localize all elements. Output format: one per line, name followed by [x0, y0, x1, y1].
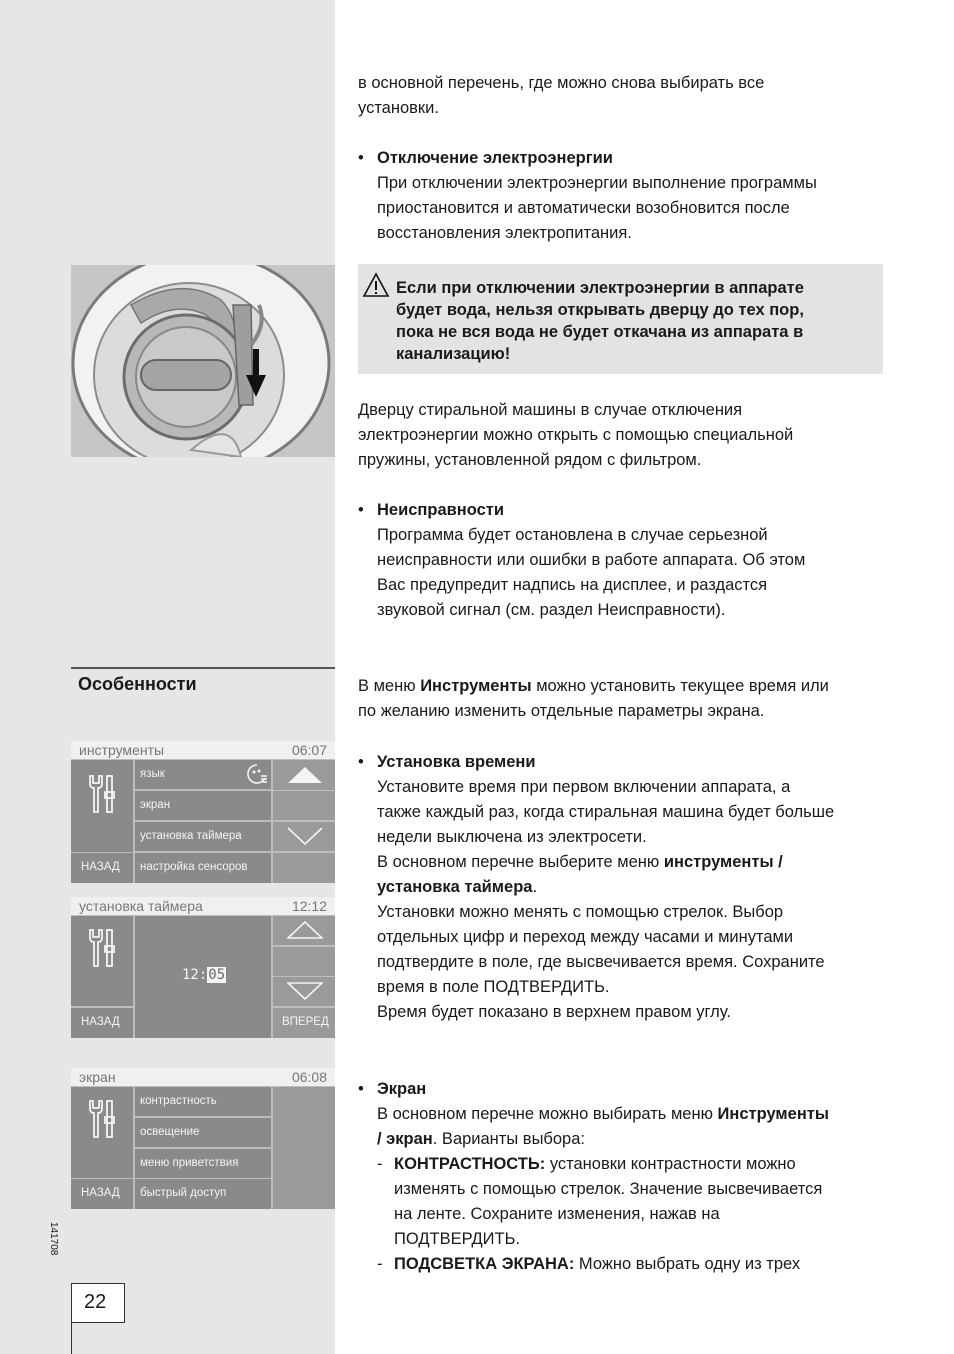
tools-intro-paragraph [358, 674, 888, 724]
text-run: В основном перечне можно выбирать меню [377, 1105, 718, 1123]
text-bold: / экран [377, 1130, 433, 1148]
back-label: НАЗАД [81, 1187, 120, 1199]
menu-item-label: экран [140, 799, 171, 811]
menu-item-screen[interactable] [135, 791, 271, 820]
intro-paragraph [358, 71, 888, 121]
text-line: звуковой сигнал (см. раздел Неисправности). [377, 601, 726, 619]
tools-icon [87, 774, 115, 814]
dash-mark: - [377, 1155, 383, 1173]
side-panel-cell [273, 1087, 335, 1209]
back-button[interactable] [71, 1008, 133, 1038]
menu-item-label: меню приветствия [140, 1157, 239, 1169]
text-line [394, 1252, 887, 1277]
display-tools-menu [71, 741, 335, 883]
document-code-text: 141708 [48, 1222, 59, 1256]
text-line: Установите время при первом включении аппарата, а [377, 778, 791, 796]
arrow-down-icon [287, 982, 323, 1000]
menu-item-label: настройка сенсоров [140, 861, 248, 873]
text-line [377, 1127, 887, 1152]
page-number-box [71, 1283, 125, 1323]
text-line: отдельных цифр и переход между часами и минутами [377, 928, 794, 946]
dash-item-backlight [377, 1252, 887, 1277]
bullet-dot: • [358, 149, 364, 167]
menu-item-greeting[interactable] [135, 1149, 271, 1178]
text-line [377, 875, 887, 900]
forward-label: ВПЕРЕД [282, 1016, 329, 1028]
arrow-up-icon [287, 921, 323, 939]
arrow-down-icon [287, 827, 323, 845]
text-bold: инструменты / [663, 853, 783, 871]
tools-icon-cell [71, 916, 133, 1006]
page-line [71, 1322, 72, 1354]
text-line: неисправности или ошибки в работе аппарата. Об этом [377, 551, 806, 569]
text-run: Можно выбрать одну из трех [574, 1255, 801, 1273]
warning-box [358, 264, 883, 374]
display-title: экран [79, 1069, 116, 1085]
text-line: время в поле ПОДТВЕРДИТЬ. [377, 978, 610, 996]
display-clock: 06:08 [291, 1069, 327, 1085]
menu-item-language[interactable] [135, 760, 271, 789]
text-line: Дверцу стиральной машины в случае отключения [358, 401, 743, 419]
language-icon [245, 762, 269, 786]
text-line: на ленте. Сохраните изменения, нажав на [394, 1205, 720, 1223]
text-line: Время будет показано в верхнем правом углу. [377, 1003, 731, 1021]
time-value [182, 967, 226, 983]
scroll-down-button[interactable] [273, 822, 335, 851]
text-run: . Варианты выбора: [432, 1130, 585, 1148]
scroll-up-button[interactable] [273, 760, 335, 790]
menu-item-lighting[interactable] [135, 1118, 271, 1147]
time-minutes-selected[interactable]: 05 [208, 967, 226, 983]
tools-icon [87, 1099, 115, 1139]
menu-item-label: установка таймера [140, 830, 242, 842]
text-line: ПОДТВЕРДИТЬ. [394, 1230, 521, 1248]
text-line: недели выключена из электросети. [377, 828, 647, 846]
forward-button[interactable] [273, 1008, 335, 1038]
tools-icon-cell [71, 1087, 133, 1178]
text-line: будет вода, нельзя открывать дверцу до тех пор, [396, 301, 804, 319]
dash-item-contrast [377, 1152, 887, 1252]
text-line [377, 1102, 887, 1127]
text-run: В меню [358, 677, 421, 695]
menu-item-timer[interactable] [135, 822, 271, 851]
spacer-cell [273, 853, 335, 883]
back-button[interactable] [71, 1179, 133, 1209]
menu-item-contrast[interactable] [135, 1087, 271, 1116]
menu-item-quick-access[interactable] [135, 1179, 271, 1209]
warning-text [396, 277, 876, 365]
display-clock: 06:07 [291, 742, 327, 758]
page-number: 22 [84, 1291, 107, 1313]
display-header [71, 1068, 335, 1086]
text-line [377, 850, 887, 875]
bullet-title: Установка времени [377, 753, 536, 771]
text-line: канализацию! [396, 345, 511, 363]
display-header [71, 741, 335, 759]
back-label: НАЗАД [81, 861, 120, 873]
text-line: пружины, установленной рядом с фильтром. [358, 451, 702, 469]
text-line: электроэнергии можно открыть с помощью специальной [358, 426, 794, 444]
text-line: Установки можно менять с помощью стрелок. Выбор [377, 903, 784, 921]
spacer-cell [273, 947, 335, 976]
bullet-dot: • [358, 1080, 364, 1098]
back-label: НАЗАД [81, 1016, 120, 1028]
menu-item-label: язык [140, 768, 165, 780]
display-screen-menu [71, 1068, 335, 1209]
document-code [47, 1222, 61, 1262]
text-bold: КОНТРАСТНОСТЬ: [394, 1155, 546, 1173]
display-timer-setting [71, 897, 335, 1038]
back-button[interactable] [71, 853, 133, 883]
menu-item-label: освещение [140, 1126, 200, 1138]
bullet-dot: • [358, 501, 364, 519]
dash-mark: - [377, 1255, 383, 1273]
text-line: по желанию изменить отдельные параметры экрана. [358, 702, 765, 720]
decrease-button[interactable] [273, 977, 335, 1006]
text-run: В основном перечне выберите меню [377, 853, 664, 871]
arrow-up-icon [287, 766, 323, 784]
text-bold: ПОДСВЕТКА ЭКРАНА: [394, 1255, 575, 1273]
time-hours: 12: [182, 967, 208, 983]
tools-icon-cell [71, 760, 133, 852]
text-line: изменять с помощью стрелок. Значение высвечивается [394, 1180, 823, 1198]
filter-door-illustration [71, 265, 335, 457]
text-run: . [532, 878, 538, 896]
spacer-cell [273, 791, 335, 820]
text-bold: Инструменты [717, 1105, 829, 1123]
text-line [394, 1152, 887, 1177]
text-line: Программа будет остановлена в случае серьезной [377, 526, 768, 544]
tools-icon [87, 928, 115, 968]
text-line: подтвердите в поле, где высвечивается время. Сохраните [377, 953, 825, 971]
section-title: Особенности [78, 674, 197, 694]
text-line: Вас предупредит надпись на дисплее, и раздастся [377, 576, 768, 594]
text-run: установки контрастности можно [545, 1155, 796, 1173]
text-line: восстановления электропитания. [377, 224, 632, 242]
display-title: инструменты [79, 742, 165, 758]
time-display-field[interactable] [135, 916, 271, 1038]
menu-item-label: быстрый доступ [140, 1187, 227, 1199]
text-line: также каждый раз, когда стиральная машина будет больше [377, 803, 835, 821]
display-title: установка таймера [79, 898, 203, 914]
menu-item-sensors[interactable] [135, 853, 271, 883]
bullet-dot: • [358, 753, 364, 771]
display-clock: 12:12 [291, 898, 327, 914]
text-line: пока не вся вода не будет откачана из аппарата в [396, 323, 804, 341]
text-bold: установка таймера [377, 878, 533, 896]
menu-item-label: контрастность [140, 1095, 217, 1107]
text-line: приостановится и автоматически возобновится после [377, 199, 790, 217]
display-header [71, 897, 335, 915]
text-line: установки. [358, 99, 439, 117]
text-line [358, 674, 888, 699]
door-paragraph [358, 398, 888, 473]
text-bold: Инструменты [420, 677, 532, 695]
text-line: в основной перечень, где можно снова выбирать все [358, 74, 765, 92]
text-run: можно установить текущее время или [531, 677, 829, 695]
bullet-title: Неисправности [377, 501, 505, 519]
warning-triangle-icon [362, 272, 390, 298]
bullet-title: Отключение электроэнергии [377, 149, 613, 167]
text-line: При отключении электроэнергии выполнение программы [377, 174, 817, 192]
text-line: Если при отключении электроэнергии в аппарате [396, 279, 804, 297]
bullet-title: Экран [377, 1080, 427, 1098]
increase-button[interactable] [273, 916, 335, 945]
filter-spring-illustration [71, 265, 335, 457]
section-rule [71, 667, 335, 669]
